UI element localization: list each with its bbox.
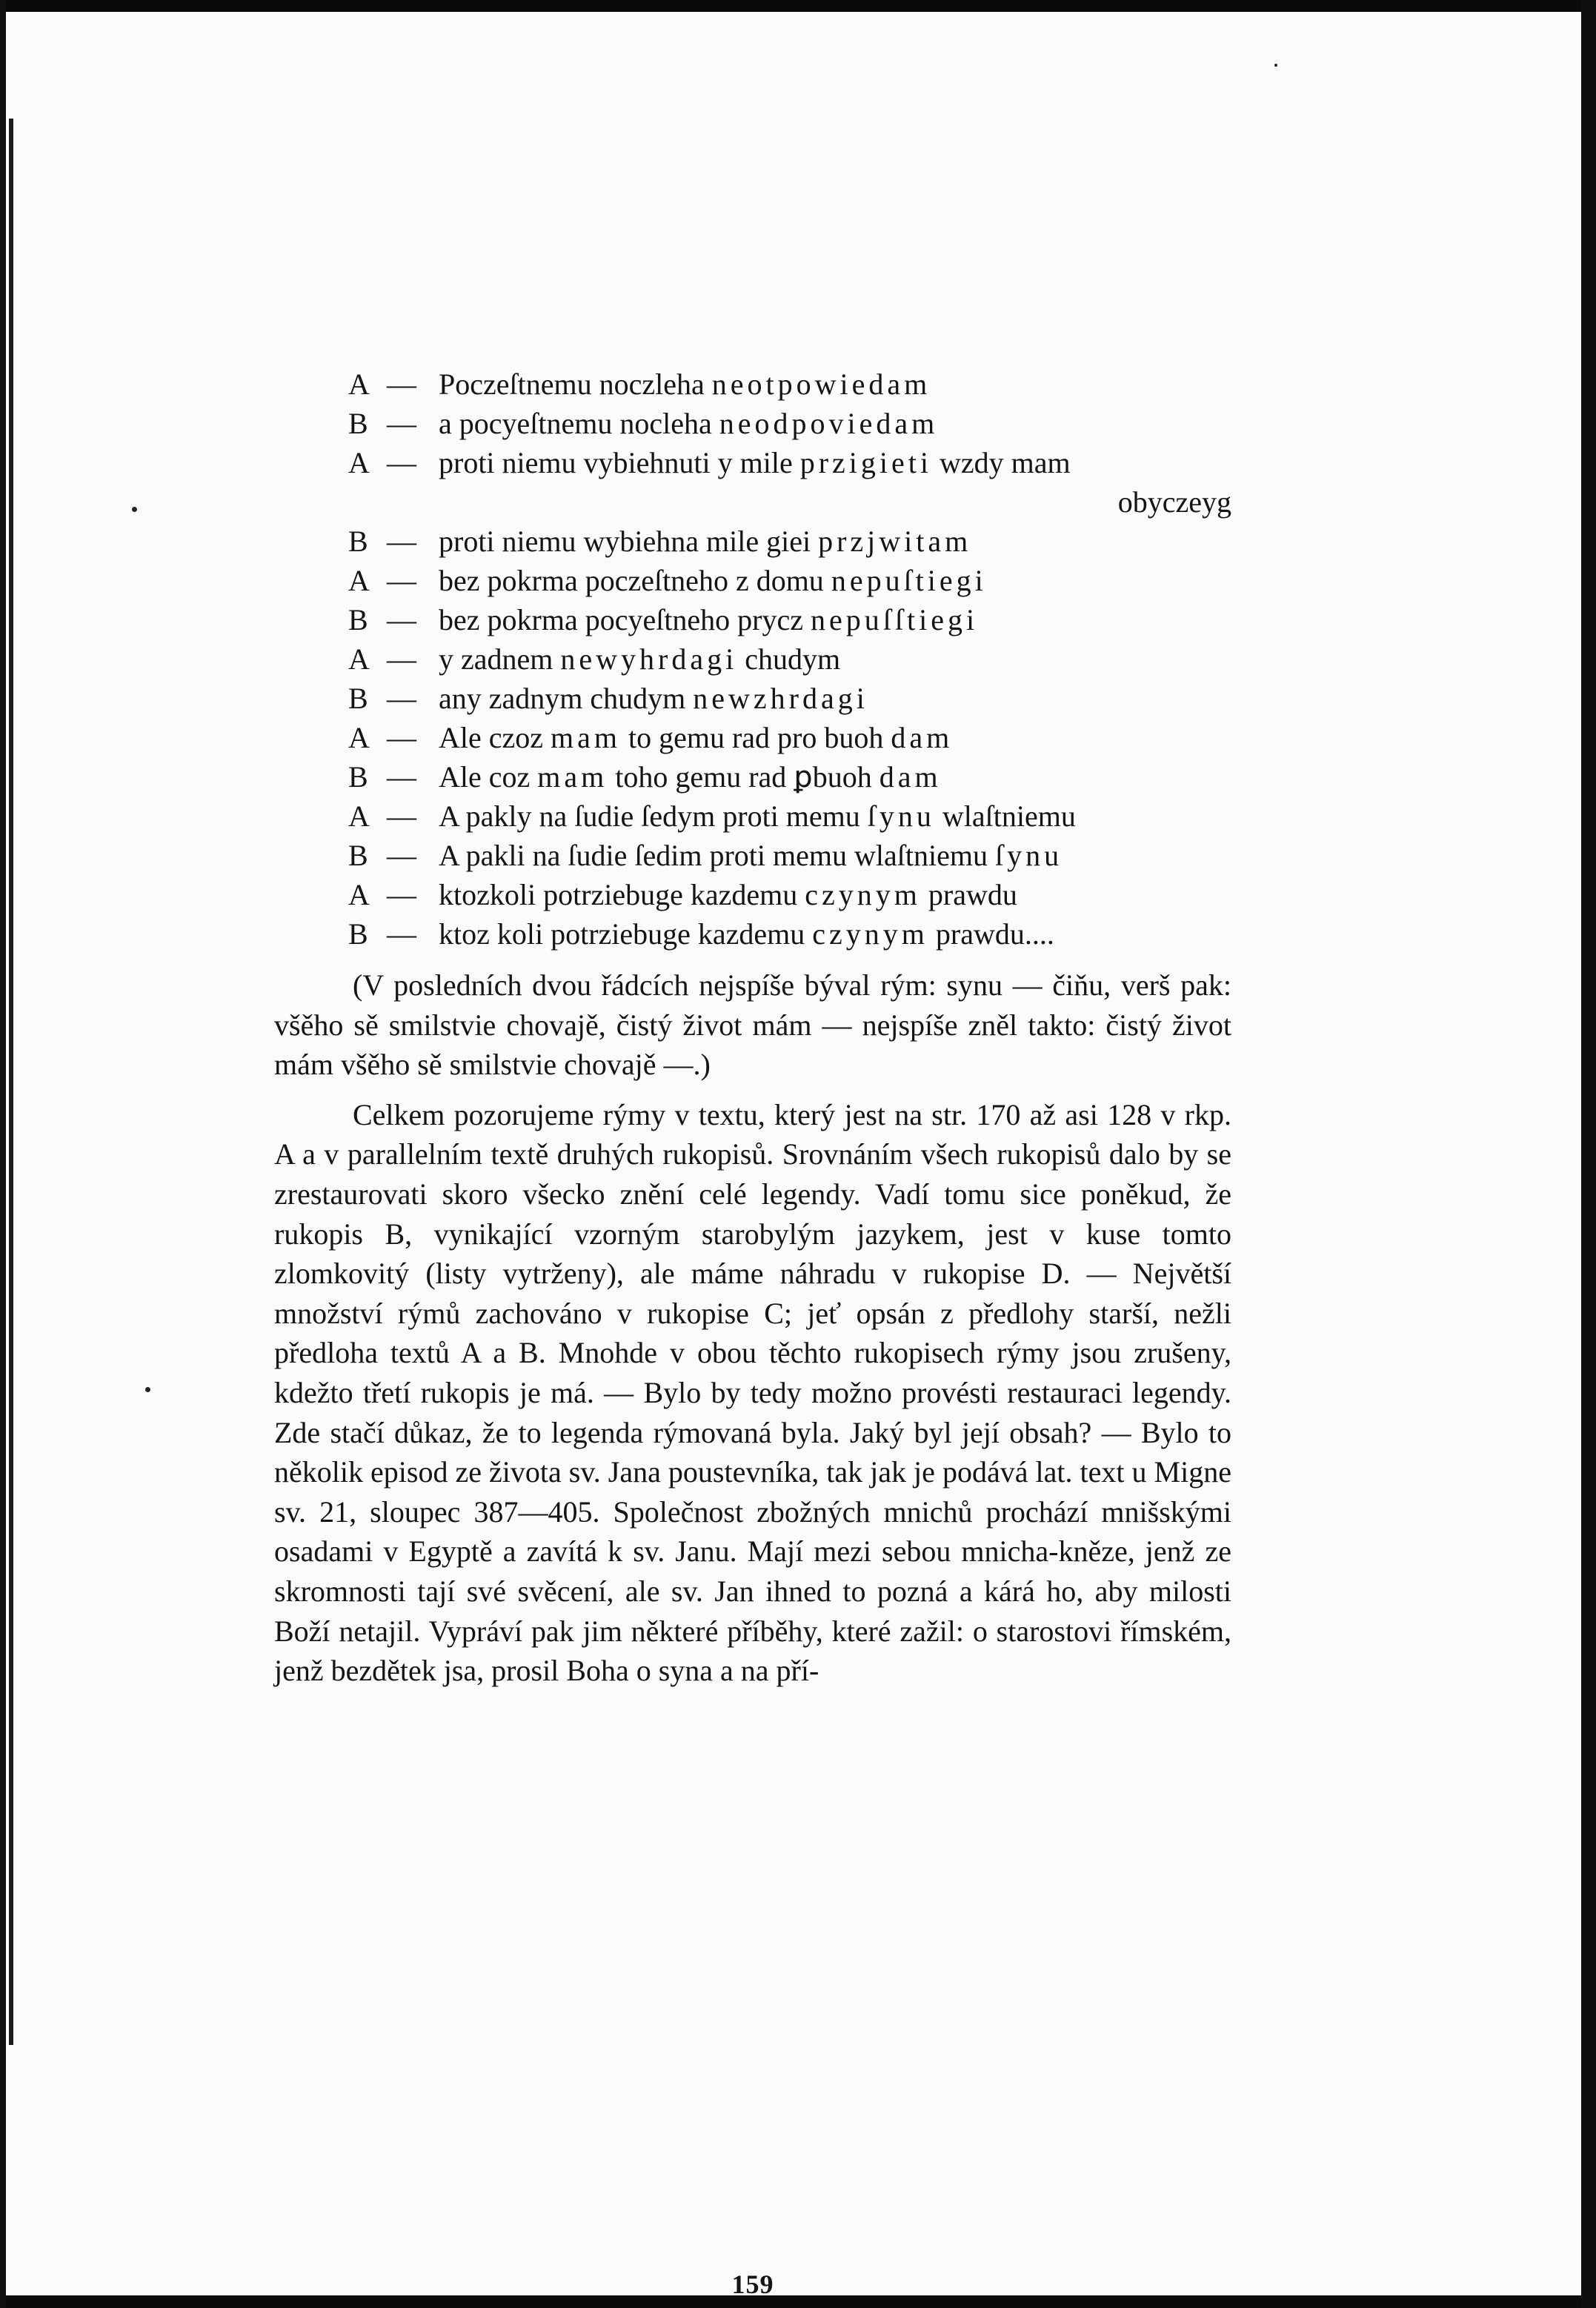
page-number: 159 [731, 2269, 774, 2299]
scan-border-left [0, 0, 6, 2308]
verse-line [274, 718, 1231, 757]
verse-dash: — [387, 446, 416, 479]
verse-text [439, 757, 942, 797]
verse-line [274, 365, 1231, 404]
verse-line [274, 679, 1231, 718]
spaced-rhyme-word: mam [551, 721, 621, 754]
verse-line [274, 875, 1231, 914]
verse-dash: — [387, 721, 416, 754]
verse-dash: — [387, 799, 416, 833]
verse-fragment: A pakli na ſudie ſedim proti memu wlaſtniemu [439, 839, 995, 872]
verse-text [439, 797, 1076, 836]
verse-dash: — [387, 878, 416, 911]
scan-speck [1274, 64, 1277, 67]
verse-text [439, 836, 1063, 875]
manuscript-siglum: B [348, 760, 368, 794]
manuscript-siglum: A [348, 878, 370, 911]
verse-fragment: bez pokrma poczeſtneho z domu [439, 564, 831, 597]
verse-line [274, 914, 1231, 954]
verse-fragment: Ale coz [439, 760, 538, 794]
manuscript-siglum: A [348, 368, 370, 401]
spaced-rhyme-word: czynym [805, 878, 921, 911]
scan-speck [132, 507, 137, 512]
verse-fragment: A pakly na ſudie ſedym proti memu [439, 799, 868, 833]
manuscript-siglum: A [348, 642, 370, 676]
manuscript-siglum: B [348, 603, 368, 636]
spaced-rhyme-word: ſynu [994, 839, 1063, 872]
verse-fragment: Poczeſtnemu noczleha [439, 368, 712, 401]
spaced-rhyme-word: dam [879, 760, 942, 794]
verse-fragment: bez pokrma pocyeſtneho prycz [439, 603, 811, 636]
spaced-rhyme-word: neodpoviedam [719, 407, 939, 440]
verse-fragment: prawdu [920, 878, 1017, 911]
verse-line [274, 757, 1231, 797]
verse-line [274, 522, 1231, 561]
manuscript-siglum: B [348, 917, 368, 951]
spaced-rhyme-word: nepuſſtiegi [811, 603, 979, 636]
spaced-rhyme-word: przigieti [799, 446, 932, 479]
verse-text [439, 365, 931, 404]
spaced-rhyme-word: ſynu [867, 799, 935, 833]
scan-border-top [0, 0, 1596, 12]
verse-text [439, 914, 1054, 954]
verse-text [439, 679, 868, 718]
verse-dash: — [387, 564, 416, 597]
verse-fragment: toho gemu rad ꝑbuoh [608, 760, 880, 794]
verse-dash: — [387, 682, 416, 715]
manuscript-siglum: A [348, 446, 370, 479]
spaced-rhyme-word: newyhrdagi [560, 642, 738, 676]
verse-text [439, 718, 953, 757]
manuscript-siglum: A [348, 564, 370, 597]
verse-dash: — [387, 760, 416, 794]
verse-dash: — [387, 603, 416, 636]
manuscript-siglum: A [348, 799, 370, 833]
verse-line [274, 482, 1231, 522]
spaced-rhyme-word: mam [537, 760, 608, 794]
spaced-rhyme-word: neotpowiedam [711, 368, 931, 401]
spaced-rhyme-word: dam [891, 721, 954, 754]
verse-fragment: wzdy mam [932, 446, 1071, 479]
verse-fragment: prawdu.... [928, 917, 1054, 951]
verse-line [274, 797, 1231, 836]
verse-dash: — [387, 917, 416, 951]
verse-fragment: ktoz koli potrziebuge kazdemu [439, 917, 813, 951]
verse-fragment: proti niemu wybiehna mile giei [439, 525, 819, 558]
scan-border-right [1581, 0, 1596, 2308]
verse-dash: — [387, 642, 416, 676]
verse-line [274, 836, 1231, 875]
manuscript-siglum: B [348, 839, 368, 872]
verse-fragment: a pocyeſtnemu nocleha [439, 407, 719, 440]
scan-shadow-left [9, 119, 13, 2045]
spaced-rhyme-word: czynym [812, 917, 928, 951]
manuscript-siglum: B [348, 525, 368, 558]
manuscript-siglum: B [348, 407, 368, 440]
book-page [274, 365, 1231, 2299]
verse-fragment: to gemu rad pro buoh [621, 721, 891, 754]
verse-text [439, 561, 987, 600]
manuscript-siglum: B [348, 682, 368, 715]
manuscript-siglum: A [348, 721, 370, 754]
verse-fragment: ktozkoli potrziebuge kazdemu [439, 878, 805, 911]
verse-fragment: y zadnem [439, 642, 561, 676]
verse-fragment: chudym [737, 642, 841, 676]
manuscript-comparison [274, 365, 1231, 954]
verse-fragment: wlaſtniemu [934, 799, 1076, 833]
verse-fragment: obyczeyg [1117, 485, 1231, 519]
verse-text [439, 875, 1017, 914]
verse-text [439, 443, 1071, 482]
verse-dash: — [387, 525, 416, 558]
verse-text [1118, 485, 1231, 519]
verse-line [274, 600, 1231, 639]
verse-line [274, 443, 1231, 482]
verse-text [439, 639, 840, 679]
verse-line [274, 639, 1231, 679]
verse-dash: — [387, 407, 416, 440]
spaced-rhyme-word: przjwitam [818, 525, 972, 558]
verse-text [439, 600, 978, 639]
verse-text [439, 404, 938, 443]
verse-fragment: proti niemu vybiehnuti y mile [439, 446, 800, 479]
spaced-rhyme-word: newzhrdagi [693, 682, 868, 715]
verse-line [274, 404, 1231, 443]
verse-fragment: Ale czoz [439, 721, 551, 754]
paragraph-body: Celkem pozorujeme rýmy v textu, který jest na str. 170 až asi 128 v rkp. A a v parallelním textě druhých rukopisů. Srovnáním všech rukopisů dalo by se zrestaurovati skoro všecko znění celé legendy. Vadí tomu sice poněkud, že rukopis B, vynikající vzorným starobylým jazykem, jest v kuse tomto zlomkovitý (listy vytrženy), ale máme náhradu v rukopise D. — Největší množství rýmů zachováno v rukopise C; jeť opsán z předlohy starší, nežli předloha textů A a B. Mnohde v obou těchto rukopisech rýmy jsou zrušeny, kdežto třetí rukopis je má. — Bylo by tedy možno provésti restauraci legendy. Zde stačí důkaz, že to legenda rýmovaná byla. Jaký byl její obsah? — Bylo to několik episod ze života sv. Jana poustevníka, tak jak je podává lat. text u Migne sv. 21, sloupec 387—405. Společnost zbožných mnichů prochází mnišskými osadami v Egyptě a zavítá k sv. Janu. Mají mezi sebou mnicha-kněze, jenž ze skromnosti tají své svěcení, ale sv. Jan ihned to pozná a kárá ho, aby milosti Boží netajil. Vypráví pak jim některé příběhy, které zažil: o starostovi římském, jenž bezdětek jsa, prosil Boha o syna a na pří- [274, 1097, 1231, 1688]
verse-line [274, 561, 1231, 600]
verse-fragment: any zadnym chudym [439, 682, 694, 715]
paragraph-note: (V posledních dvou řádcích nejspíše býval rým: synu — čiňu, verš pak: všěho sě smilstvie chovajě, čistý život mám — nejspíše zněl takto: čistý život mám všěho sě smilstvie chovajě —.) [274, 968, 1231, 1082]
scan-speck [145, 1387, 150, 1392]
spaced-rhyme-word: nepuſtiegi [831, 564, 987, 597]
verse-dash: — [387, 839, 416, 872]
verse-text [439, 522, 971, 561]
verse-dash: — [387, 368, 416, 401]
